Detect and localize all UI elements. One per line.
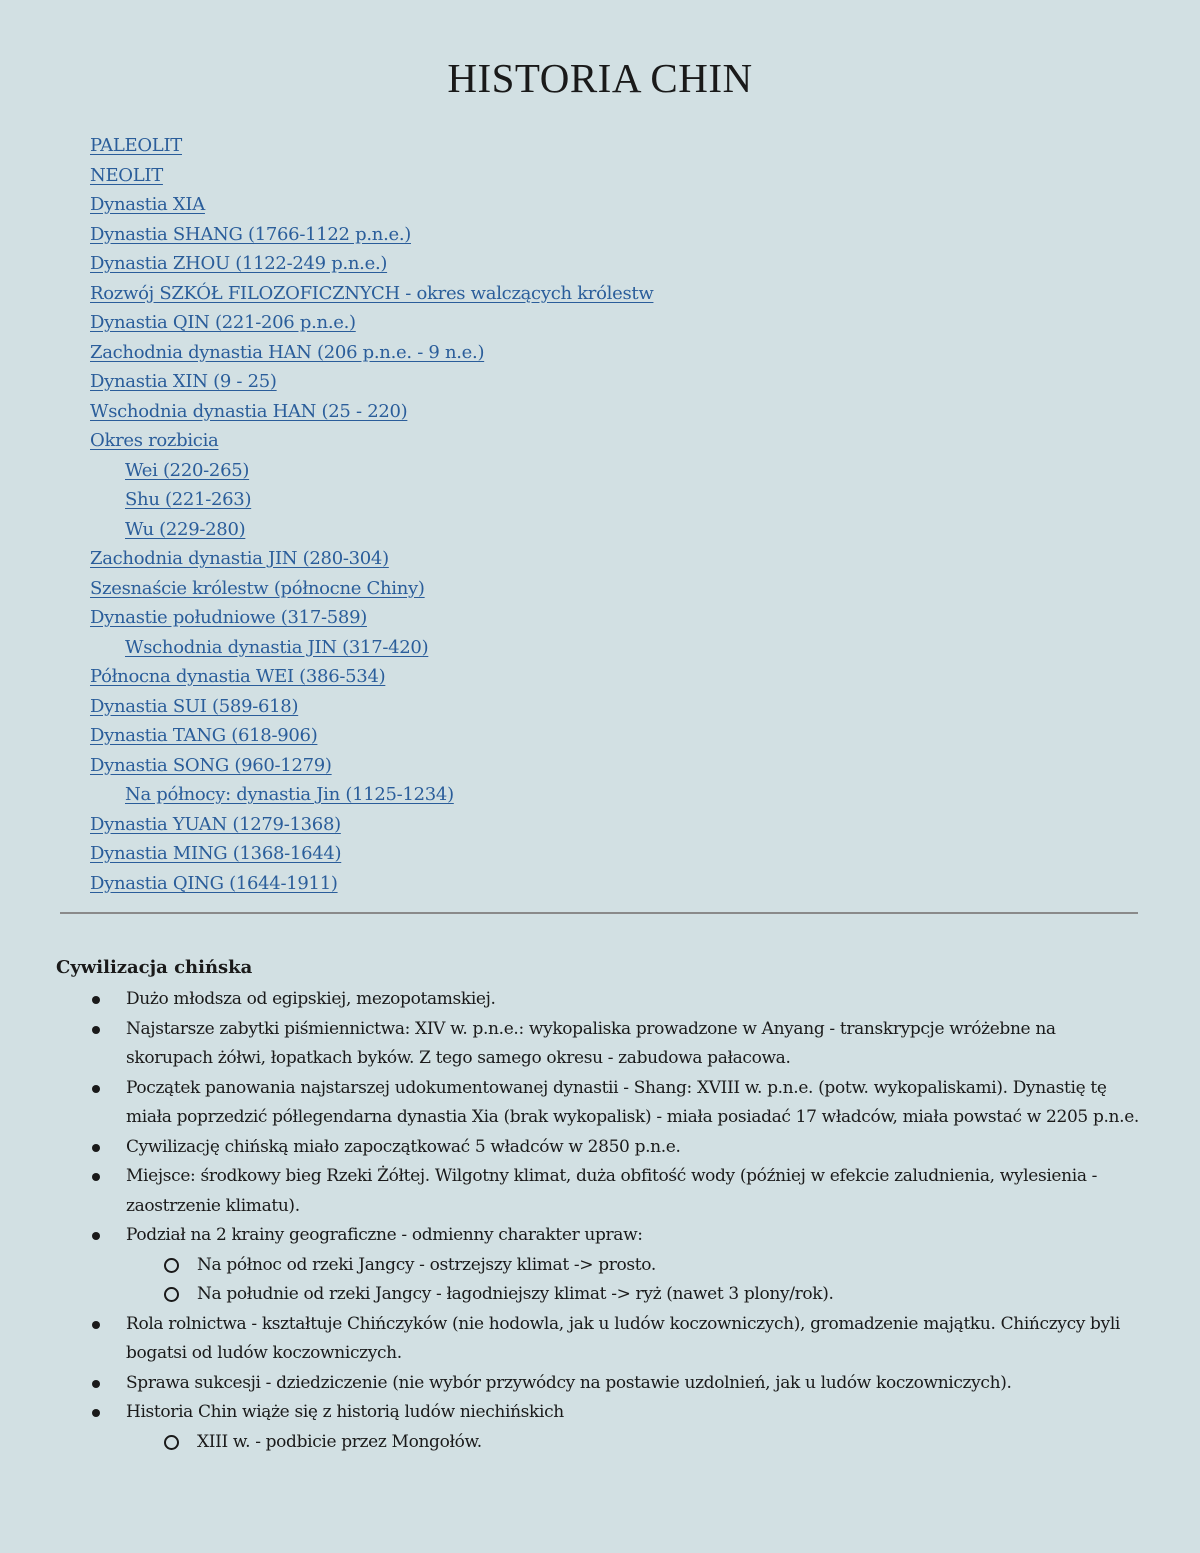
bullet-dot-icon <box>92 1380 100 1388</box>
sub-bullet-item <box>126 1280 1142 1310</box>
toc-link[interactable]: Rozwój SZKÓŁ FILOZOFICZNYCH - okres walczących królestw <box>90 282 654 304</box>
toc-link[interactable]: Wei (220-265) <box>125 459 250 481</box>
bullet-text: Cywilizację chińską miało zapoczątkować 5 władców w 2850 p.n.e. <box>126 1136 681 1157</box>
sub-bullet-item <box>126 1428 1142 1458</box>
bullet-text: Historia Chin wiąże się z historią ludów niechińskich <box>126 1402 564 1422</box>
toc-item <box>90 485 653 515</box>
toc-link[interactable]: Okres rozbicia <box>90 430 219 451</box>
toc-item <box>90 367 653 397</box>
page-title: HISTORIA CHIN <box>447 55 753 101</box>
bullet-dot-icon <box>92 1409 100 1417</box>
sub-bullet-item <box>126 1251 1142 1281</box>
hollow-circle-bullet-icon <box>164 1258 179 1273</box>
toc-link[interactable]: Północna dynastia WEI (386-534) <box>90 666 386 687</box>
table-of-contents <box>90 131 653 898</box>
toc-item <box>90 839 653 869</box>
bullet-dot-icon <box>92 1026 100 1034</box>
bullet-item <box>0 1221 1200 1310</box>
toc-item <box>90 397 653 427</box>
toc-item <box>90 574 653 604</box>
toc-link[interactable]: Dynastie południowe (317-589) <box>90 607 367 628</box>
toc-item <box>90 810 653 840</box>
bullet-item <box>0 1074 1200 1133</box>
toc-item <box>90 633 653 663</box>
bullet-item <box>0 985 1200 1015</box>
bullet-item <box>0 1310 1200 1369</box>
toc-link[interactable]: Dynastia XIN (9 - 25) <box>90 371 277 392</box>
bullet-text: Rola rolnictwa - kształtuje Chińczyków (nie hodowla, jak u ludów koczowniczych), gromadzenie majątku. Chińczycy byli bogatsi od ludów koczowniczych. <box>126 1313 1121 1363</box>
bullet-dot-icon <box>92 1232 100 1240</box>
section-title: Cywilizacja chińska <box>56 957 253 978</box>
toc-link[interactable]: Wschodnia dynastia JIN (317-420) <box>125 636 429 658</box>
bullet-text: Podział na 2 krainy geograficzne - odmienny charakter upraw: <box>126 1225 643 1245</box>
bullet-dot-icon <box>92 1321 100 1329</box>
toc-item <box>90 780 653 810</box>
toc-item <box>90 456 653 486</box>
toc-link[interactable]: Dynastia QIN (221-206 p.n.e.) <box>90 312 356 333</box>
bullet-item <box>0 1398 1200 1457</box>
bullet-list <box>0 985 1200 1457</box>
bullet-item <box>0 1133 1200 1163</box>
bullet-dot-icon <box>92 1144 100 1152</box>
toc-link[interactable]: Zachodnia dynastia JIN (280-304) <box>90 548 389 569</box>
toc-item <box>90 869 653 899</box>
bullet-item <box>0 1162 1200 1221</box>
toc-item <box>90 426 653 456</box>
toc-item <box>90 161 653 191</box>
toc-link[interactable]: Zachodnia dynastia HAN (206 p.n.e. - 9 n.e.) <box>90 341 485 363</box>
toc-item <box>90 131 653 161</box>
bullet-dot-icon <box>92 1173 100 1181</box>
toc-item <box>90 662 653 692</box>
toc-link[interactable]: Wschodnia dynastia HAN (25 - 220) <box>90 400 408 422</box>
sub-bullet-list <box>126 1428 1142 1458</box>
bullet-text: Sprawa sukcesji - dziedziczenie (nie wybór przywódcy na postawie uzdolnień, jak u ludów koczowniczych). <box>126 1372 1012 1393</box>
toc-item <box>90 308 653 338</box>
toc-item <box>90 721 653 751</box>
sub-bullet-text: Na północ od rzeki Jangcy - ostrzejszy klimat -> prosto. <box>197 1254 656 1275</box>
sub-bullet-text: Na południe od rzeki Jangcy - łagodniejszy klimat -> ryż (nawet 3 plony/rok). <box>197 1284 834 1304</box>
toc-link[interactable]: PALEOLIT <box>90 135 182 156</box>
toc-link[interactable]: Dynastia MING (1368-1644) <box>90 843 342 864</box>
toc-item <box>90 190 653 220</box>
toc-item <box>90 338 653 368</box>
toc-item <box>90 692 653 722</box>
toc-link[interactable]: Dynastia ZHOU (1122-249 p.n.e.) <box>90 253 388 274</box>
toc-link[interactable]: Dynastia QING (1644-1911) <box>90 872 338 894</box>
bullet-text: Początek panowania najstarszej udokumentowanej dynastii - Shang: XVIII w. p.n.e. (potw. wykopaliskami). Dynastię tę miała poprzedzić półlegendarna dynastia Xia (brak wykopalisk) - miała posiadać 17 władców, miała powstać w 2205 p.n.e. <box>126 1077 1139 1127</box>
hollow-circle-bullet-icon <box>164 1435 179 1450</box>
toc-link[interactable]: NEOLIT <box>90 164 163 186</box>
toc-link[interactable]: Wu (229-280) <box>125 518 246 540</box>
toc-item <box>90 751 653 781</box>
bullet-item <box>0 1015 1200 1074</box>
toc-item <box>90 279 653 309</box>
toc-item <box>90 544 653 574</box>
bullet-text: Najstarsze zabytki piśmiennictwa: XIV w. p.n.e.: wykopaliska prowadzone w Anyang - transkrypcje wróżebne na skorupach żółwi, łopatkach byków. Z tego samego okresu - zabudowa pałacowa. <box>126 1018 1056 1068</box>
toc-link[interactable]: Dynastia SHANG (1766-1122 p.n.e.) <box>90 223 411 245</box>
toc-link[interactable]: Na północy: dynastia Jin (1125-1234) <box>125 784 454 805</box>
bullet-dot-icon <box>92 996 100 1004</box>
bullet-text: Miejsce: środkowy bieg Rzeki Żółtej. Wilgotny klimat, duża obfitość wody (później w efekcie zaludnienia, wylesienia - zaostrzenie klimatu). <box>126 1166 1098 1216</box>
toc-link[interactable]: Dynastia YUAN (1279-1368) <box>90 813 341 835</box>
toc-item <box>90 249 653 279</box>
bullet-text: Dużo młodsza od egipskiej, mezopotamskiej. <box>126 989 496 1009</box>
hollow-circle-bullet-icon <box>164 1287 179 1302</box>
toc-link[interactable]: Shu (221-263) <box>125 489 252 510</box>
toc-item <box>90 515 653 545</box>
sub-bullet-text: XIII w. - podbicie przez Mongołów. <box>197 1431 482 1452</box>
bullet-item <box>0 1369 1200 1399</box>
toc-link[interactable]: Szesnaście królestw (północne Chiny) <box>90 577 425 599</box>
toc-item <box>90 220 653 250</box>
toc-link[interactable]: Dynastia SUI (589-618) <box>90 695 299 717</box>
toc-link[interactable]: Dynastia SONG (960-1279) <box>90 754 332 776</box>
sub-bullet-list <box>126 1251 1142 1310</box>
toc-link[interactable]: Dynastia TANG (618-906) <box>90 725 318 746</box>
section-divider <box>60 912 1138 914</box>
toc-item <box>90 603 653 633</box>
toc-link[interactable]: Dynastia XIA <box>90 194 205 215</box>
bullet-dot-icon <box>92 1085 100 1093</box>
